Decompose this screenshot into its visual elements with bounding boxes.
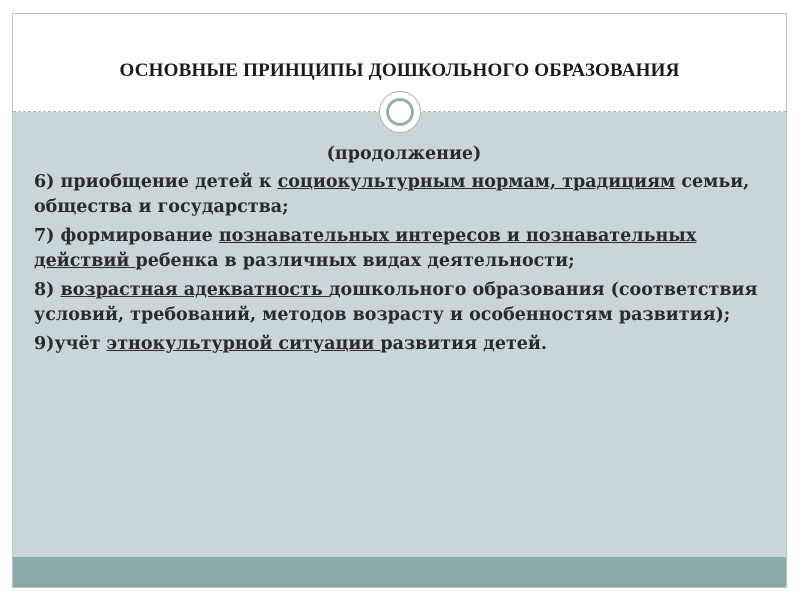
principle-item-6 bbox=[34, 170, 774, 220]
item-text: дошкольного образования (соответствия условий, требований, методов возрасту и особенностям развития); bbox=[34, 280, 758, 325]
bottom-bar bbox=[13, 557, 786, 587]
ring-ornament-icon bbox=[379, 91, 421, 133]
principle-item-7 bbox=[34, 224, 774, 274]
item-text: 7) формирование bbox=[34, 226, 219, 246]
item-key-phrase: социокультурным нормам, традициям bbox=[277, 172, 676, 192]
ring-inner bbox=[386, 98, 414, 126]
item-text: развития детей. bbox=[380, 334, 547, 354]
subtitle: (продолжение) bbox=[326, 144, 482, 164]
item-text: 8) bbox=[34, 280, 61, 300]
item-text: ребенка в различных видах деятельности; bbox=[135, 251, 575, 271]
item-key-phrase: этнокультурной ситуации bbox=[106, 334, 381, 354]
slide-title: ОСНОВНЫЕ ПРИНЦИПЫ ДОШКОЛЬНОГО ОБРАЗОВАНИЯ bbox=[119, 60, 680, 81]
item-key-phrase: познавательных интересов и познавательных действий bbox=[34, 226, 697, 271]
principle-item-9 bbox=[34, 332, 774, 357]
content-body bbox=[34, 142, 774, 361]
item-key-phrase: возрастная адекватность bbox=[60, 280, 329, 300]
item-text: 9)учёт bbox=[34, 334, 107, 354]
item-text: 6) приобщение детей к bbox=[34, 172, 278, 192]
principle-item-8 bbox=[34, 278, 774, 328]
slide bbox=[12, 13, 787, 588]
item-text: семьи, общества и государства; bbox=[34, 172, 750, 217]
